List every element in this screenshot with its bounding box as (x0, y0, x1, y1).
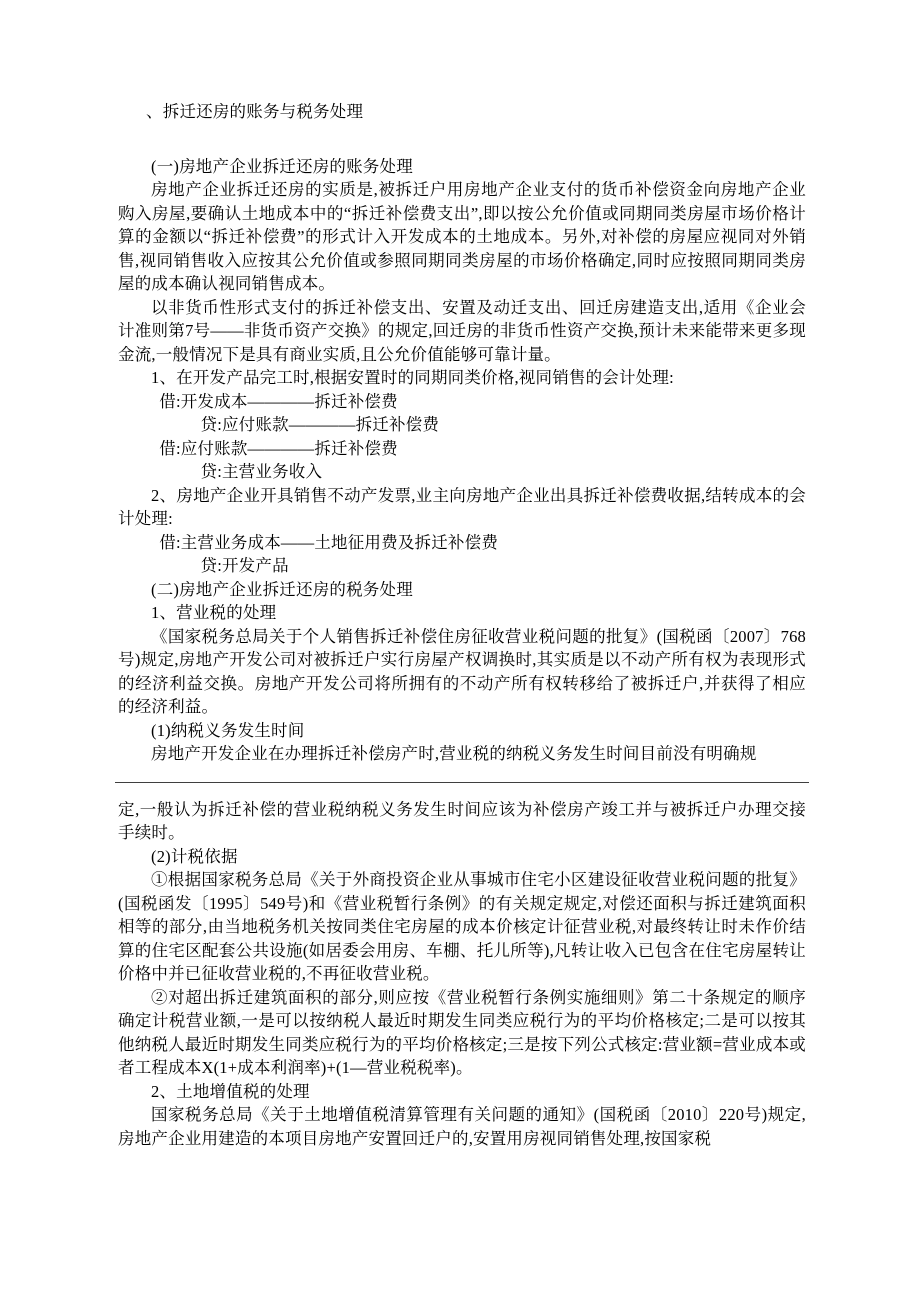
paragraph-continued: 定,一般认为拆迁补偿的营业税纳税义务发生时间应该为补偿房产竣工并与被拆迁户办理交接手续时。 (118, 799, 806, 842)
paragraph: 房地产企业拆迁还房的实质是,被拆迁户用房地产企业支付的货币补偿资金向房地产企业购入房屋,要确认土地成本中的“拆迁补偿费支出”,即以按公允价值或同期同类房屋市场价格计算的金额以“拆迁补偿费”的形式计入开发成本的土地成本。另外,对补偿的房屋应视同对外销售,视同销售收入应按其公允价值或参照同期同类房屋的市场价格确定,同时应按照同期同类房屋的成本确认视同销售成本。 (118, 180, 806, 293)
section-heading-tax: (二)房地产企业拆迁还房的税务处理 (151, 579, 413, 599)
subheading-tax-obligation-time: (1)纳税义务发生时间 (151, 720, 305, 740)
page-break-line (115, 782, 809, 783)
subheading-business-tax: 1、营业税的处理 (151, 603, 277, 622)
list-item-2: 2、房地产企业开具销售不动产发票,业主向房地产企业出具拆迁补偿费收据,结转成本的会计处理: (118, 485, 806, 528)
blank-line (118, 124, 806, 155)
paragraph: 以非货币性形式支付的拆迁补偿支出、安置及动迁支出、回迁房建造支出,适用《企业会计准则第7号——非货币资产交换》的规定,回迁房的非货币性资产交换,预计未来能带来更多现金流,一般情况下是具有商业实质,且公允价值能够可靠计量。 (118, 297, 806, 364)
journal-entry-credit: 贷:主营业务收入 (200, 462, 323, 481)
journal-entry-credit: 贷:开发产品 (200, 556, 289, 575)
document-body (118, 100, 806, 1150)
journal-entry-debit: 借:应付账款————拆迁补偿费 (159, 438, 398, 458)
section-heading-accounting: (一)房地产企业拆迁还房的账务处理 (151, 156, 413, 176)
subheading-land-vat: 2、土地增值税的处理 (151, 1081, 310, 1101)
journal-entry-debit: 借:开发成本————拆迁补偿费 (159, 391, 398, 411)
paragraph: 房地产开发企业在办理拆迁补偿房产时,营业税的纳税义务发生时间目前没有明确规 (151, 744, 757, 763)
journal-entry-credit: 贷:应付账款————拆迁补偿费 (200, 415, 440, 434)
subheading-tax-basis: (2)计税依据 (151, 846, 238, 866)
paragraph: 《国家税务总局关于个人销售拆迁补偿住房征收营业税问题的批复》(国税函〔2007〕768号)规定,房地产开发公司对被拆迁户实行房屋产权调换时,其实质是以不动产所有权为表现形式的经济利益交换。房地产开发公司将所拥有的不动产所有权转移给了被拆迁户,并获得了相应的经济利益。 (118, 626, 806, 716)
paragraph: ①根据国家税务总局《关于外商投资企业从事城市住宅小区建设征收营业税问题的批复》(国税函发〔1995〕549号)和《营业税暂行条例》的有关规定规定,对偿还面积与拆迁建筑面积相等的部分,由当地税务机关按同类住宅房屋的成本价核定计征营业税,对最终转让时未作价结算的住宅区配套公共设施(如居委会用房、车棚、托儿所等),凡转让收入已包含在住宅房屋转让价格中并已征收营业税的,不再征收营业税。 (118, 870, 806, 983)
paragraph: ②对超出拆迁建筑面积的部分,则应按《营业税暂行条例实施细则》第二十条规定的顺序确定计税营业额,一是可以按纳税人最近时期发生同类应税行为的平均价格核定;二是可以按其他纳税人最近时期发生同类应税行为的平均价格核定;三是按下列公式核定:营业额=营业成本或者工程成本X(1+成本利润率)+(1—营业税税率)。 (118, 987, 806, 1077)
list-item-1: 1、在开发产品完工时,根据安置时的同期同类价格,视同销售的会计处理: (151, 368, 674, 387)
paragraph: 国家税务总局《关于土地增值税清算管理有关问题的通知》(国税函〔2010〕220号)规定,房地产企业用建造的本项目房地产安置回迁户的,安置用房视同销售处理,按国家税 (118, 1105, 806, 1148)
doc-title: 、拆迁还房的账务与税务处理 (146, 102, 364, 121)
journal-entry-debit: 借:主营业务成本——土地征用费及拆迁补偿费 (159, 532, 499, 552)
